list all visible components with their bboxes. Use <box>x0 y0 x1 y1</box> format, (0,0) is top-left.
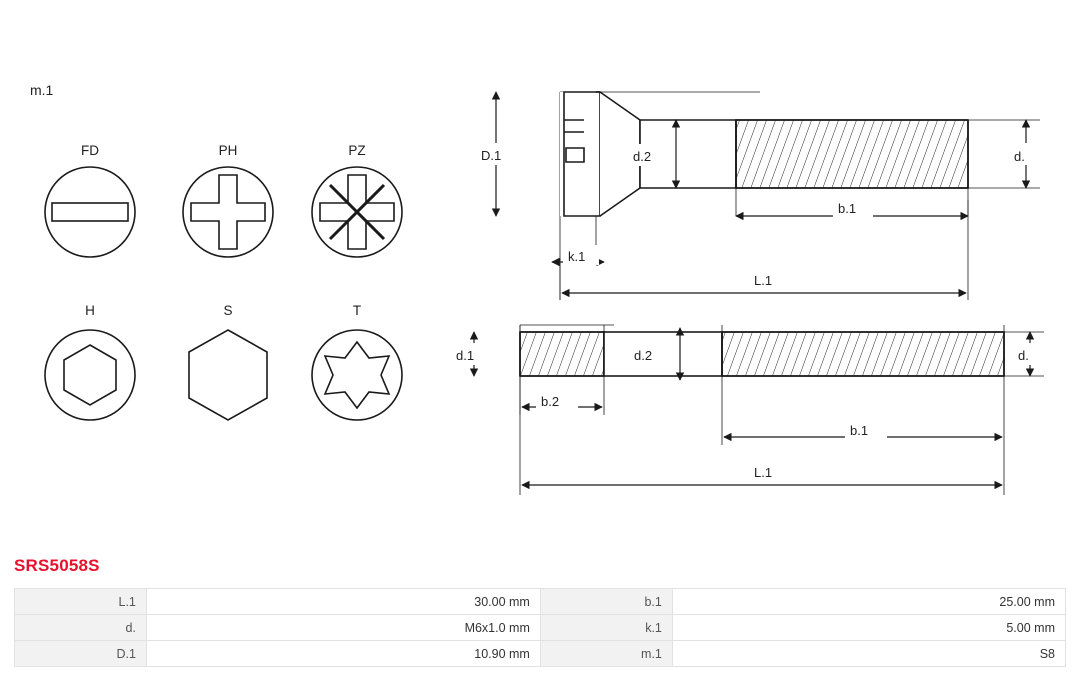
spec-key: m.1 <box>540 641 672 667</box>
table-row <box>15 641 1066 667</box>
dim-d-stud: d. <box>1018 348 1029 363</box>
dim-d-screw: d. <box>1014 149 1025 164</box>
table-row <box>15 615 1066 641</box>
drive-code-s: S <box>223 303 233 318</box>
spec-value: 30.00 mm <box>146 589 540 615</box>
dim-L1-stud: L.1 <box>754 465 773 480</box>
hex-head-drive-icon <box>189 330 267 420</box>
dim-b1-stud: b.1 <box>850 423 869 438</box>
spec-key: b.1 <box>540 589 672 615</box>
torx-drive-icon <box>312 330 402 420</box>
dim-d2-screw: d.2 <box>633 149 652 164</box>
spec-table <box>14 588 1066 667</box>
drive-code-pz: PZ <box>348 143 366 158</box>
spec-value: M6x1.0 mm <box>146 615 540 641</box>
spec-key: L.1 <box>15 589 147 615</box>
dim-b1-screw: b.1 <box>838 201 857 216</box>
spec-value: 25.00 mm <box>672 589 1065 615</box>
drive-code-h: H <box>85 303 95 318</box>
spec-key: d. <box>15 615 147 641</box>
flat-drive-icon <box>45 167 135 257</box>
dim-k1: k.1 <box>568 249 586 264</box>
dim-L1-screw: L.1 <box>754 273 773 288</box>
drive-code-ph: PH <box>218 143 238 158</box>
drive-code-t: T <box>352 303 362 318</box>
spec-value: S8 <box>672 641 1065 667</box>
part-number: SRS5058S <box>14 556 100 575</box>
dim-b2: b.2 <box>541 394 560 409</box>
phillips-drive-icon <box>183 167 273 257</box>
spec-key: k.1 <box>540 615 672 641</box>
spec-value: 5.00 mm <box>672 615 1065 641</box>
spec-value: 10.90 mm <box>146 641 540 667</box>
dim-d1-stud: d.1 <box>456 348 475 363</box>
drive-section-label: m.1 <box>30 82 54 98</box>
drive-code-fd: FD <box>81 143 99 158</box>
dim-d2-stud: d.2 <box>634 348 653 363</box>
dim-D1: D.1 <box>481 148 502 163</box>
table-row <box>15 589 1066 615</box>
spec-key: D.1 <box>15 641 147 667</box>
hex-socket-drive-icon <box>45 330 135 420</box>
